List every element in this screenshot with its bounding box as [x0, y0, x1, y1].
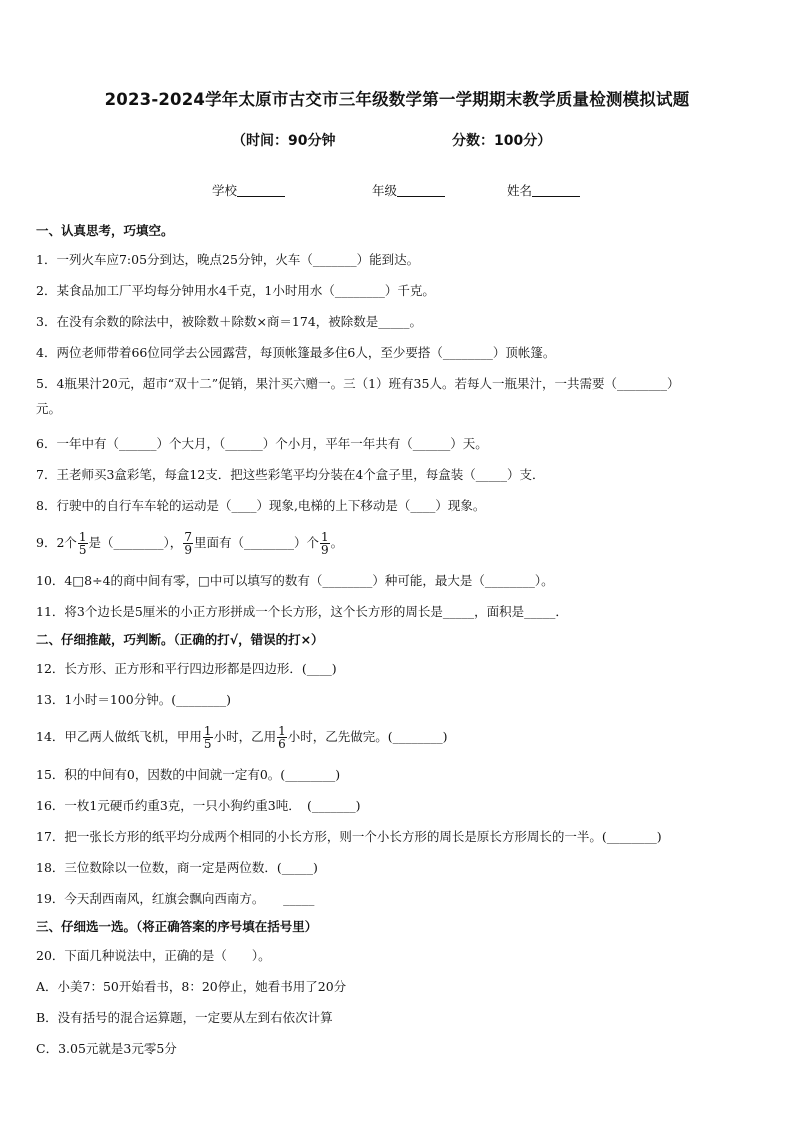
school-label: 学校 [212, 183, 238, 198]
fraction-denominator: 9 [320, 543, 329, 557]
question-14-part-a: 14．甲乙两人做纸飞机，甲用 [36, 729, 202, 744]
question-14-part-c: 小时，乙先做完。(________) [287, 729, 448, 744]
question-14-part-b: 小时，乙用 [213, 729, 277, 744]
question-12: 12．长方形、正方形和平行四边形都是四边形．(____) [36, 661, 337, 676]
question-10: 10．4□8÷4的商中间有零，□中可以填写的数有（________）种可能，最大是（________）。 [36, 573, 554, 588]
question-17: 17．把一张长方形的纸平均分成两个相同的小长方形，则一个小长方形的周长是原长方形周长的一半。(________) [36, 829, 662, 844]
question-8: 8．行驶中的自行车车轮的运动是（____）现象,电梯的上下移动是（____）现象。 [36, 498, 486, 513]
option-b: B．没有括号的混合运算题，一定要从左到右依次计算 [36, 1010, 333, 1025]
question-9-part-b: 是（________）， [88, 535, 183, 550]
name-field[interactable] [507, 181, 580, 199]
name-label: 姓名 [507, 183, 533, 198]
grade-blank[interactable] [397, 184, 445, 197]
fraction-denominator: 9 [184, 543, 192, 557]
section-1-heading: 一、认真思考，巧填空。 [36, 223, 174, 238]
option-a: A．小美7：50开始看书，8：20停止，她看书用了20分 [36, 979, 347, 994]
question-18: 18．三位数除以一位数，商一定是两位数．(_____) [36, 860, 318, 875]
question-15: 15．积的中间有0，因数的中间就一定有0。(________) [36, 767, 341, 782]
question-4: 4．两位老师带着66位同学去公园露营，每顶帐篷最多住6人，至少要搭（________）顶帐篷。 [36, 345, 556, 360]
question-9-part-c: 里面有（________）个 [193, 535, 319, 550]
school-field[interactable] [212, 181, 285, 199]
question-7: 7．王老师买3盒彩笔，每盒12支．把这些彩笔平均分装在4个盒子里，每盒装（_____）支． [36, 467, 545, 482]
question-11: 11．将3个边长是5厘米的小正方形拼成一个长方形，这个长方形的周长是_____，面积是_____． [36, 604, 568, 619]
question-9 [36, 521, 766, 565]
question-16: 16．一枚1元硬币约重3克，一只小狗约重3吨． (_______) [36, 798, 361, 813]
fraction-7-9 [183, 531, 193, 556]
page-title: 2023-2024学年太原市古交市三年级数学第一学期期末教学质量检测模拟试题 [104, 90, 690, 109]
question-3: 3．在没有余数的除法中，被除数＋除数×商＝174，被除数是_____。 [36, 314, 423, 329]
question-list [36, 218, 766, 1064]
fraction-1-9 [320, 531, 330, 556]
exam-time: （时间：90分钟 [232, 133, 336, 149]
school-blank[interactable] [237, 184, 285, 197]
grade-label: 年级 [372, 183, 398, 198]
fraction-numerator: 1 [320, 530, 329, 544]
fraction-denominator: 5 [203, 737, 212, 751]
question-5: 5．4瓶果汁20元，超市“双十二”促销，果汁买六赠一。三（1）班有35人。若每人一瓶果汁，一共需要（________） [36, 376, 680, 391]
fraction-1-6 [277, 725, 287, 750]
name-blank[interactable] [532, 184, 580, 197]
fraction-1-5 [203, 725, 213, 750]
section-3-heading: 三、仔细选一选。（将正确答案的序号填在括号里） [36, 919, 318, 934]
question-13: 13．1小时＝100分钟。(________) [36, 692, 231, 707]
fraction-denominator: 6 [278, 737, 286, 751]
fraction-numerator: 1 [203, 724, 212, 738]
section-2-heading: 二、仔细推敲，巧判断。（正确的打√，错误的打×） [36, 632, 324, 647]
question-1: 1．一列火车应7:05分到达，晚点25分钟，火车（_______）能到达。 [36, 252, 420, 267]
question-14 [36, 715, 766, 759]
question-19: 19．今天刮西南风，红旗会飘向西南方。 _____ [36, 891, 315, 906]
fraction-numerator: 1 [78, 530, 87, 544]
fraction-numerator: 7 [184, 530, 192, 544]
fraction-denominator: 5 [78, 543, 87, 557]
exam-score: 分数：100分） [452, 133, 552, 149]
grade-field[interactable] [372, 181, 445, 199]
question-9-part-d: 。 [330, 535, 344, 550]
option-c: C．3.05元就是3元零5分 [36, 1041, 177, 1056]
question-6: 6．一年中有（______）个大月，（______）个小月，平年一年共有（______）天。 [36, 436, 488, 451]
question-2: 2．某食品加工厂平均每分钟用水4千克，1小时用水（________）千克。 [36, 283, 435, 298]
question-9-part-a: 9．2个 [36, 535, 77, 550]
question-20: 20．下面几种说法中，正确的是（ ）。 [36, 948, 271, 963]
fraction-numerator: 1 [278, 724, 286, 738]
question-5-continued: 元。 [36, 401, 62, 416]
fraction-1-5 [78, 531, 88, 556]
